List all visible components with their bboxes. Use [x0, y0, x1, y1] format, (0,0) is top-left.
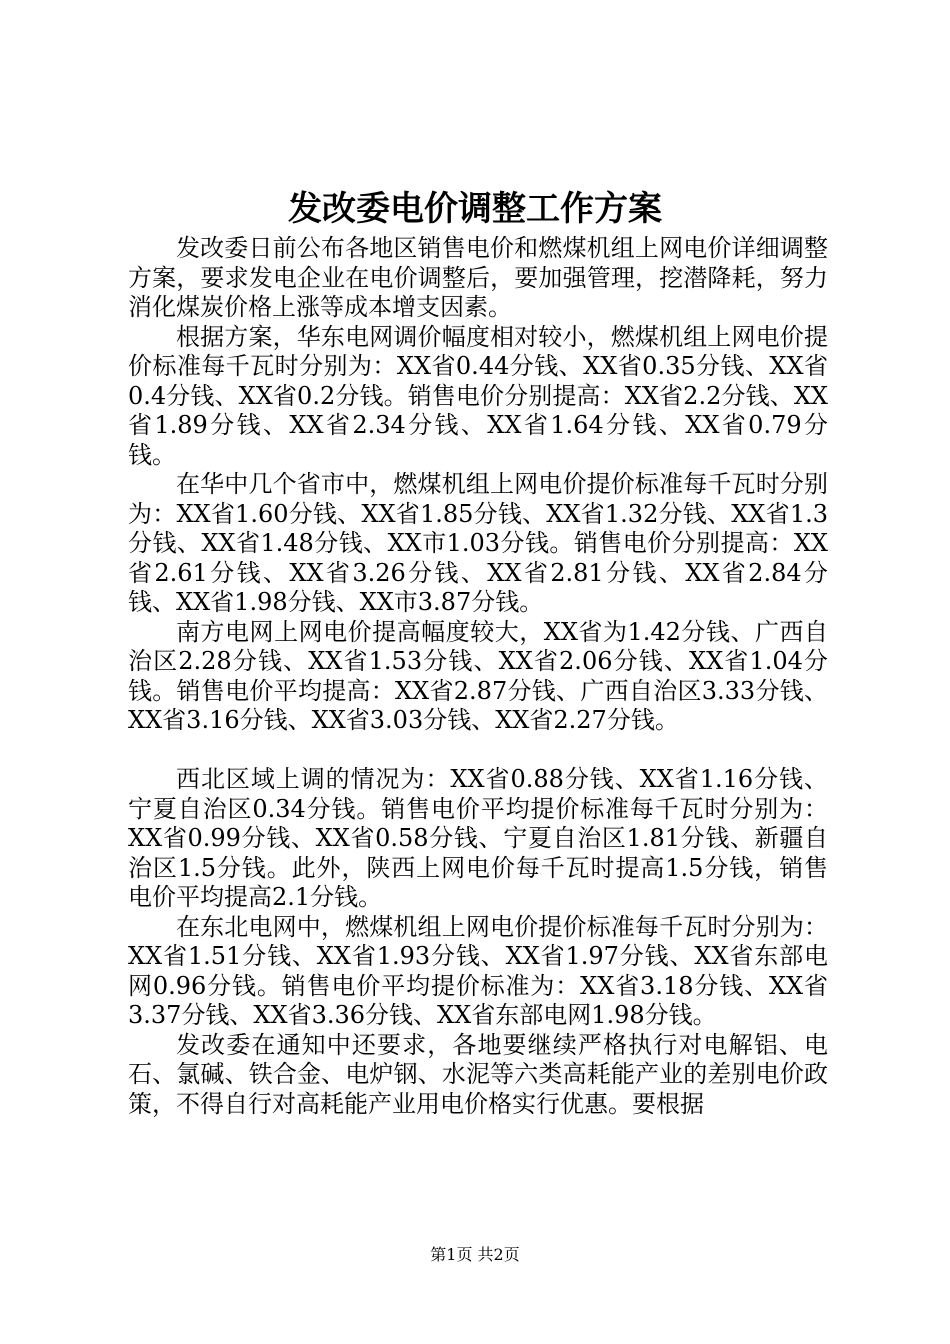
document-title: 发改委电价调整工作方案 — [288, 189, 662, 229]
page-footer: 第1页 共2页 — [430, 1245, 520, 1264]
paragraph-policy: 发改委在通知中还要求，各地要继续严格执行对电解铝、电石、氯碱、铁合金、电炉钢、水泥等六类高耗能产业的差别电价政策，不得自行对高耗能产业用电价格实行优惠。要根据 — [128, 1030, 828, 1118]
paragraph-central-china: 在华中几个省市中，燃煤机组上网电价提价标准每千瓦时分别为：XX省1.60分钱、XX省1.85分钱、XX省1.32分钱、XX省1.3分钱、XX省1.48分钱、XX市1.03分钱。销售电价分别提高：XX省2.61分钱、XX省3.26分钱、XX省2.81分钱、XX省2.84分钱、XX省1.98分钱、XX市3.87分钱。 — [128, 470, 828, 616]
paragraph-east-china: 根据方案，华东电网调价幅度相对较小，燃煤机组上网电价提价标准每千瓦时分别为：XX省0.44分钱、XX省0.35分钱、XX省0.4分钱、XX省0.2分钱。销售电价分别提高：XX省2.2分钱、XX省1.89分钱、XX省2.34分钱、XX省1.64分钱、XX省0.79分钱。 — [128, 322, 828, 469]
paragraph-northwest: 西北区域上调的情况为：XX省0.88分钱、XX省1.16分钱、宁夏自治区0.34分钱。销售电价平均提价标准每千瓦时分别为：XX省0.99分钱、XX省0.58分钱、宁夏自治区1.81分钱、新疆自治区1.5分钱。此外，陕西上网电价每千瓦时提高1.5分钱，销售电价平均提高2.1分钱。 — [128, 765, 828, 911]
paragraph-south-grid: 南方电网上网电价提高幅度较大，XX省为1.42分钱、广西自治区2.28分钱、XX省1.53分钱、XX省2.06分钱、XX省1.04分钱。销售电价平均提高：XX省2.87分钱、广西自治区3.33分钱、XX省3.16分钱、XX省3.03分钱、XX省2.27分钱。 — [128, 617, 828, 734]
paragraph-spacer — [128, 736, 828, 766]
document-body — [128, 234, 828, 1119]
paragraph-northeast: 在东北电网中，燃煤机组上网电价提价标准每千瓦时分别为：XX省1.51分钱、XX省1.93分钱、XX省1.97分钱、XX省东部电网0.96分钱。销售电价平均提价标准为：XX省3.18分钱、XX省3.37分钱、XX省3.36分钱、XX省东部电网1.98分钱。 — [128, 912, 828, 1029]
paragraph-intro: 发改委日前公布各地区销售电价和燃煤机组上网电价详细调整方案，要求发电企业在电价调整后，要加强管理，挖潜降耗，努力消化煤炭价格上涨等成本增支因素。 — [128, 234, 828, 321]
